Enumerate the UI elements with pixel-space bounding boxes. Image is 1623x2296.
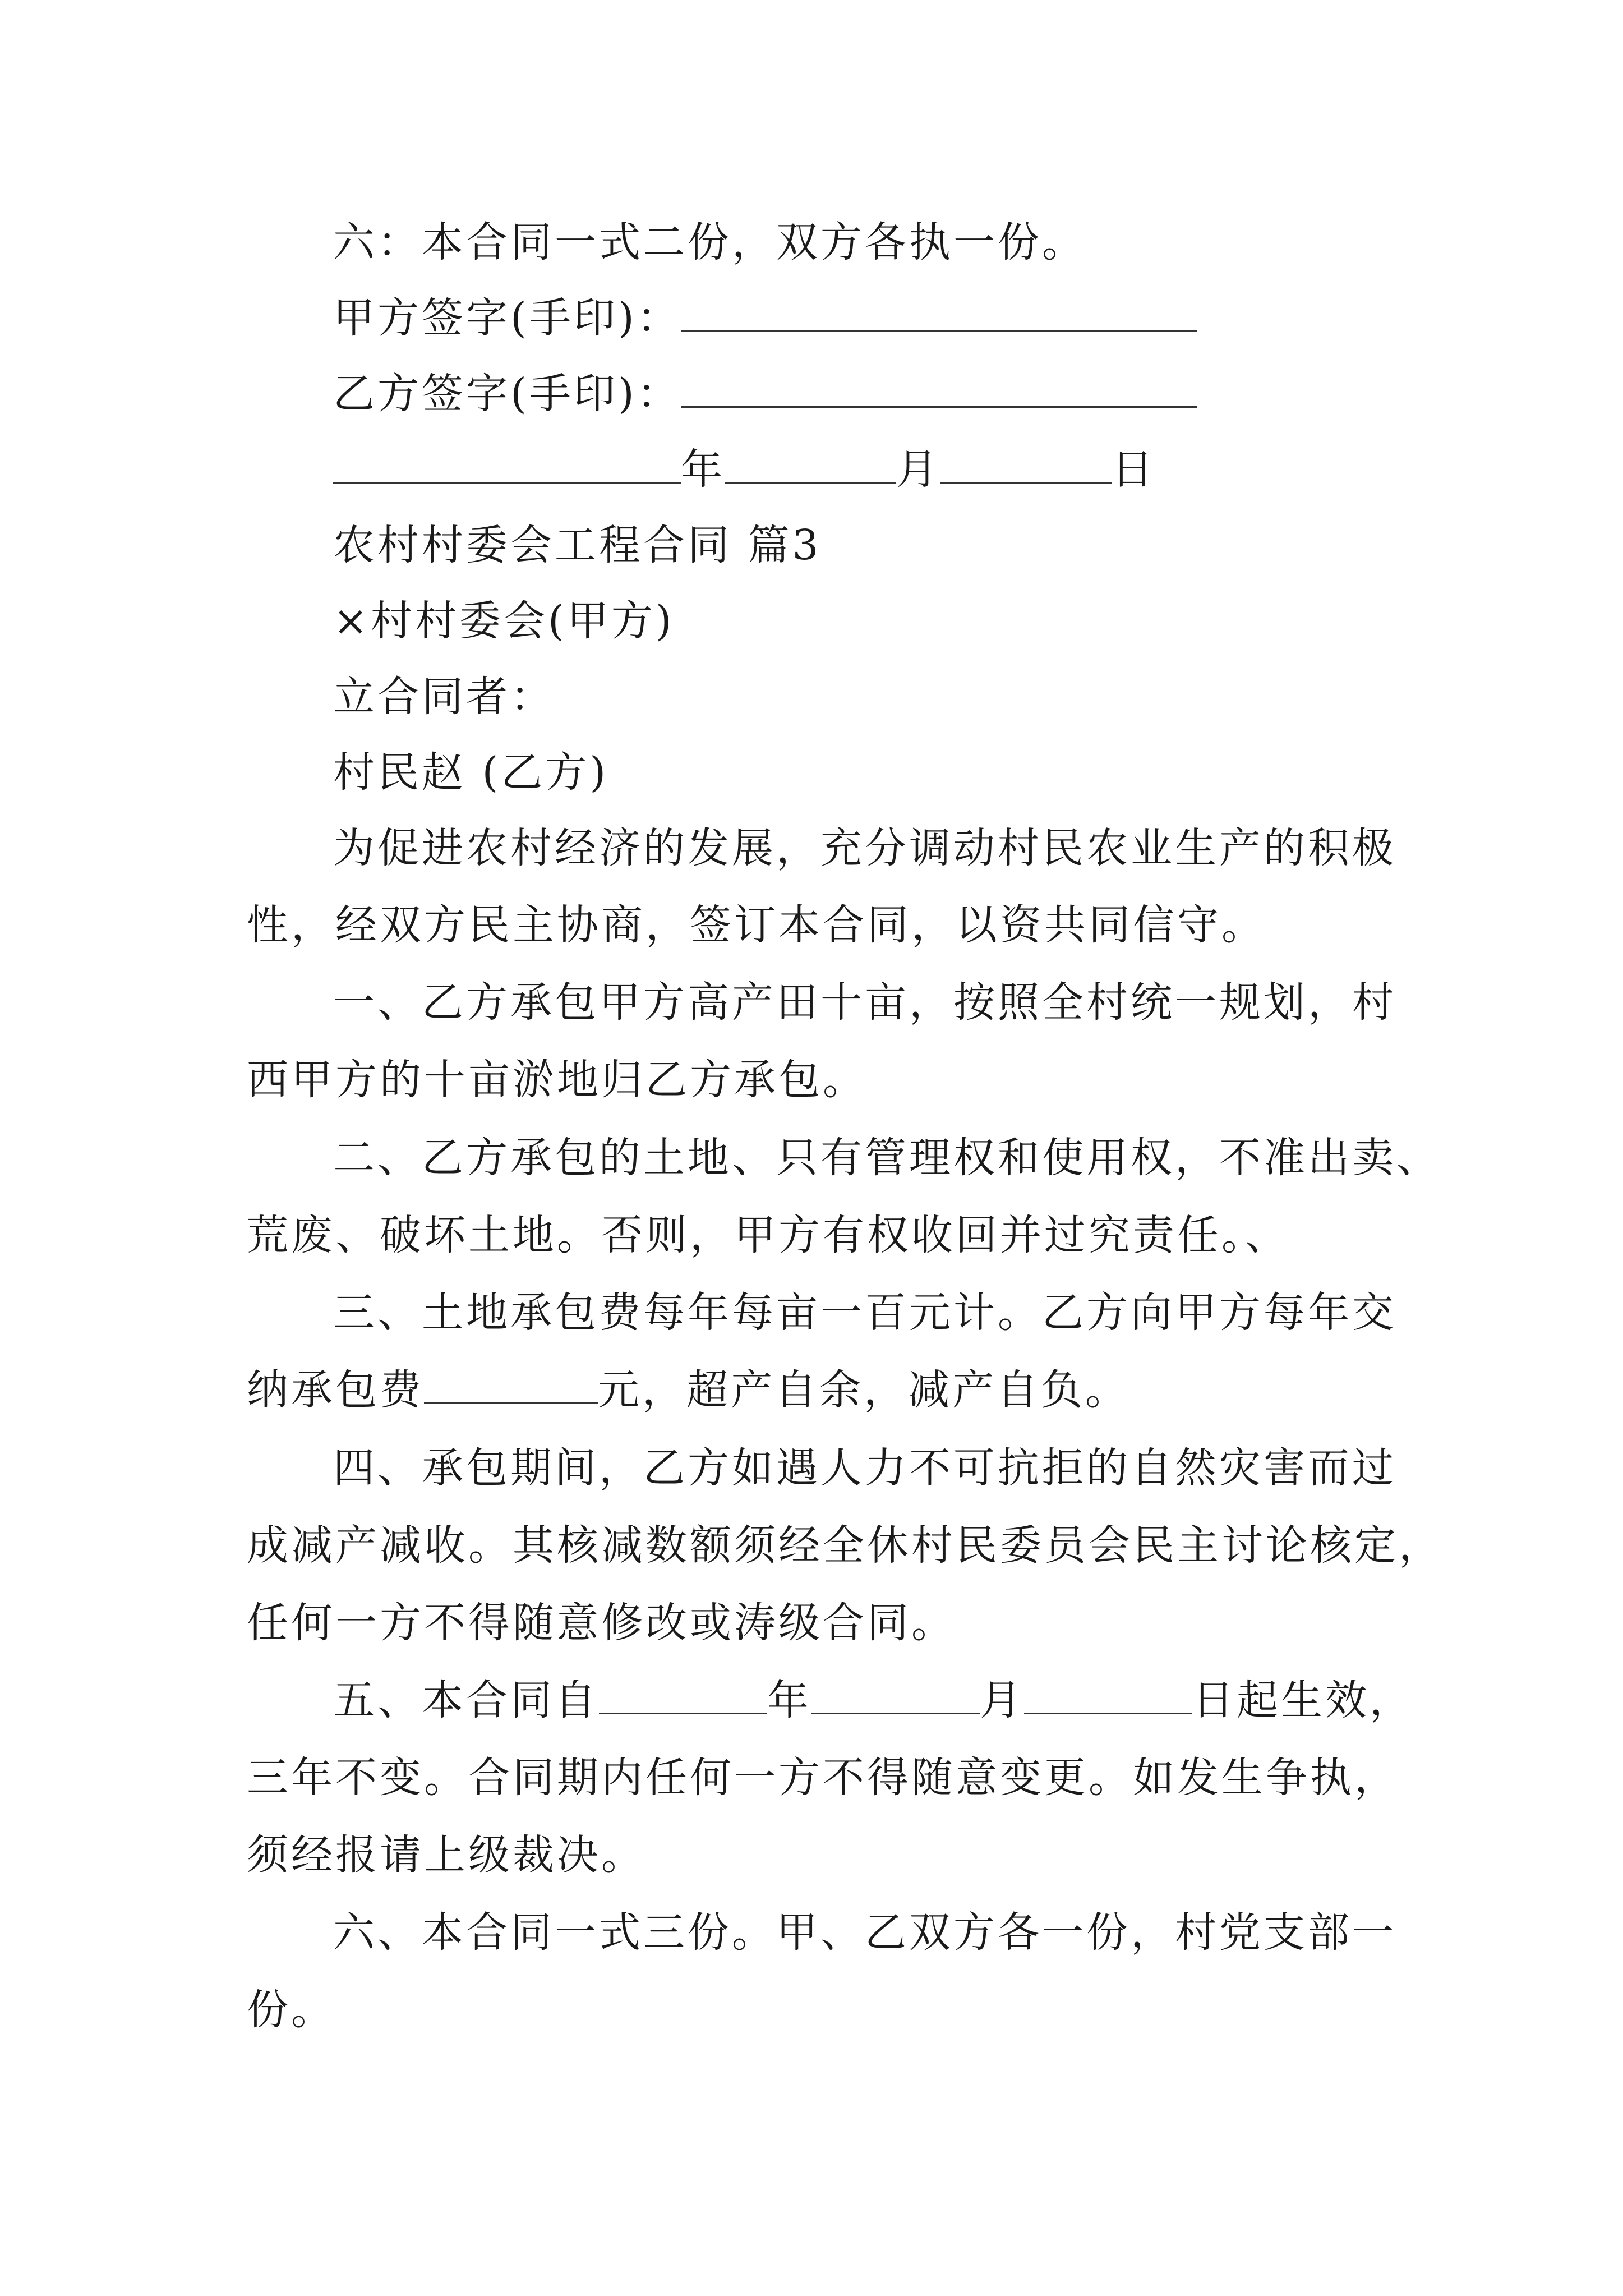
paragraph-line: 西甲方的十亩淤地归乙方承包。 xyxy=(247,1056,867,1104)
paragraph-line: 四、承包期间，乙方如遇人力不可抗拒的自然灾害而过 xyxy=(333,1444,1396,1492)
party-a-signature-blank xyxy=(681,299,1197,332)
fee-label: 纳承包费 xyxy=(247,1366,424,1414)
day-blank xyxy=(940,450,1112,484)
party-a-signature-label: 甲方签字(手印)： xyxy=(333,294,681,342)
year-blank xyxy=(333,450,681,484)
paragraph-line: 六、本合同一式三份。甲、乙双方各一份，村党支部一 xyxy=(333,1908,1396,1957)
fee-line xyxy=(247,1366,1129,1414)
party-b-signature-label: 乙方签字(手印)： xyxy=(333,370,681,418)
month-blank xyxy=(725,450,896,484)
paragraph-line: 三、土地承包费每年每亩一百元计。乙方向甲方每年交 xyxy=(333,1289,1396,1337)
effective-date-suffix: 日起生效， xyxy=(1192,1676,1414,1724)
party-a-name: ×村村委会(甲方) xyxy=(333,597,675,645)
signature-date-line xyxy=(333,445,1156,494)
effective-day-blank xyxy=(1024,1681,1192,1714)
party-b-signature-blank xyxy=(681,375,1197,408)
effective-year-blank xyxy=(599,1681,767,1714)
effective-month-blank xyxy=(811,1681,980,1714)
paragraph-line: 为促进农村经济的发展，充分调动村民农业生产的积极 xyxy=(333,824,1396,872)
paragraph-line: 任何一方不得随意修改或涛级合同。 xyxy=(247,1599,956,1647)
month-label: 月 xyxy=(896,445,940,494)
paragraph-line: 性，经双方民主协商，签订本合同，以资共同信守。 xyxy=(247,901,1266,949)
effective-date-prefix: 五、本合同自 xyxy=(333,1676,599,1724)
party-b-name: 村民赵 (乙方) xyxy=(333,748,609,797)
paragraph-line: 须经报请上级裁决。 xyxy=(247,1831,645,1879)
effective-month-label: 月 xyxy=(980,1676,1024,1724)
effective-year-label: 年 xyxy=(767,1676,811,1724)
section-title: 农村村委会工程合同 篇3 xyxy=(333,521,822,569)
day-label: 日 xyxy=(1112,445,1156,494)
paragraph-line: 荒废、破坏土地。否则，甲方有权收回并过究责任。、 xyxy=(247,1211,1289,1259)
paragraph-line: 二、乙方承包的土地、只有管理权和使用权，不准出卖、 xyxy=(333,1134,1441,1182)
paragraph-line: 成减产减收。其核减数额须经全休村民委员会民主讨论核定， xyxy=(247,1521,1443,1570)
paragraph-line: 份。 xyxy=(247,1986,335,2034)
paragraph-line: 三年不变。合同期内任何一方不得随意变更。如发生争执， xyxy=(247,1754,1399,1802)
fee-terms: 元，超产自余，减产自负。 xyxy=(598,1366,1129,1414)
paragraph-line: 一、乙方承包甲方高产田十亩，按照全村统一规划，村 xyxy=(333,978,1396,1027)
effective-date-line xyxy=(333,1676,1414,1724)
fee-amount-blank xyxy=(424,1371,598,1404)
party-a-signature-line xyxy=(333,294,1197,342)
clause-line: 六：本合同一式二份，双方各执一份。 xyxy=(333,218,1086,266)
year-label: 年 xyxy=(681,445,725,494)
party-b-signature-line xyxy=(333,370,1197,418)
contractors-label: 立合同者： xyxy=(333,673,555,721)
